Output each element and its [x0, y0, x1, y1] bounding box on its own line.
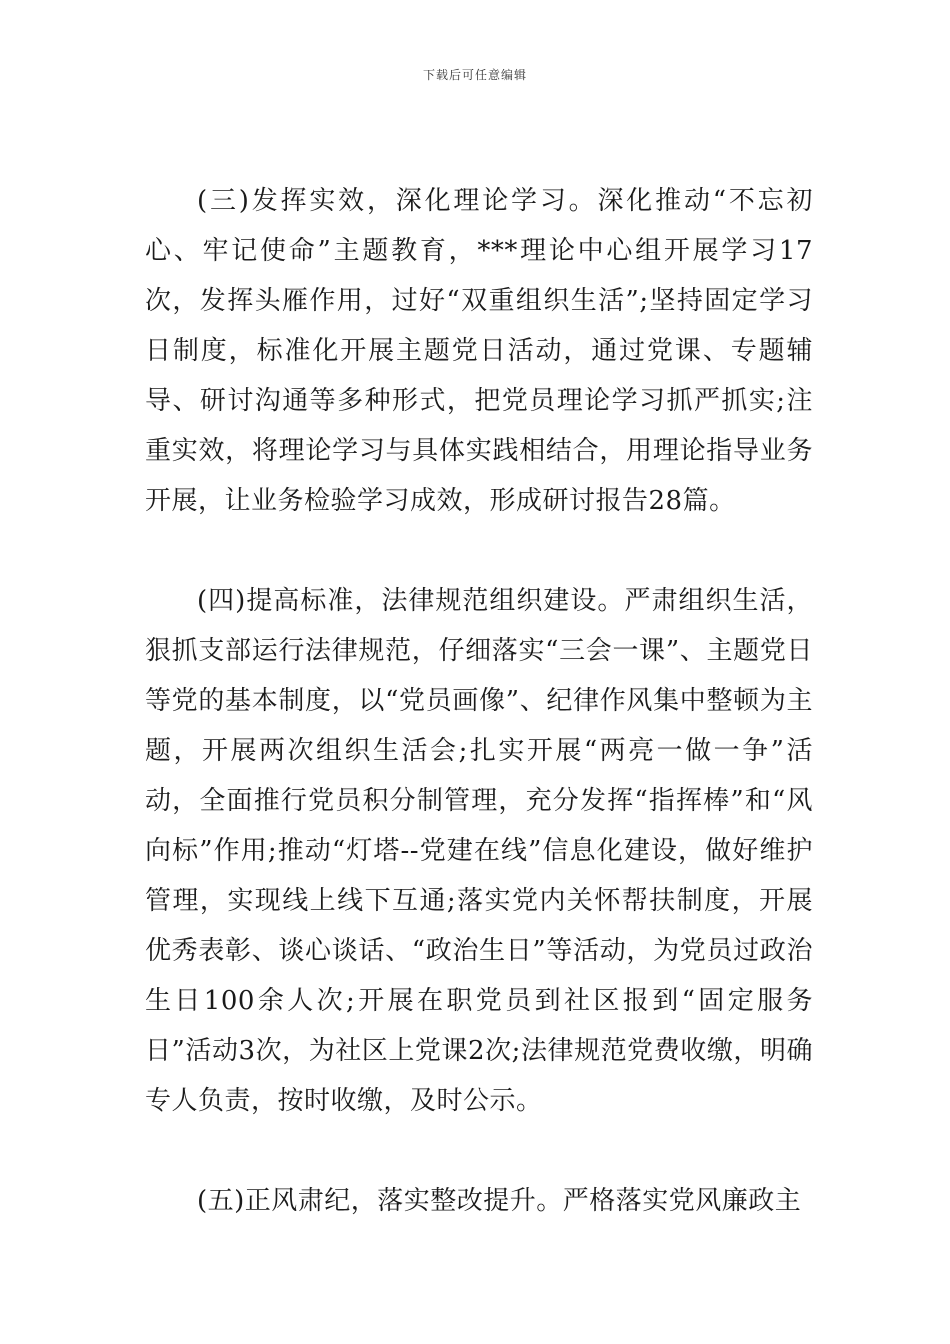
page-header-note: 下载后可任意编辑: [422, 68, 527, 82]
paragraph-four: (四)提高标准，法律规范组织建设。严肃组织生活，狠抓支部运行法律规范，仔细落实“三会一课”、主题党日等党的基本制度，以“党员画像”、纪律作风集中整顿为主题，开展两次组织生活会;扎实开展“两亮一做一争”活动，全面推行党员积分制管理，充分发挥“指挥棒”和“风向标”作用;推动“灯塔--党建在线”信息化建设，做好维护管理，实现线上线下互通;落实党内关怀帮扶制度，开展优秀表彰、谈心谈话、“政治生日”等活动，为党员过政治生日100余人次;开展在职党员到社区报到“固定服务日”活动3次，为社区上党课2次;法律规范党费收缴，明确专人负责，按时收缴，及时公示。: [145, 586, 813, 1116]
paragraph-five: (五)正风肃纪，落实整改提升。严格落实党风廉政主: [197, 1186, 802, 1216]
paragraph-three: (三)发挥实效，深化理论学习。深化推动“不忘初心、牢记使命”主题教育，***理论中心组开展学习17次，发挥头雁作用，过好“双重组织生活”;坚持固定学习日制度，标准化开展主题党日活动，通过党课、专题辅导、研讨沟通等多种形式，把党员理论学习抓严抓实;注重实效，将理论学习与具体实践相结合，用理论指导业务开展，让业务检验学习成效，形成研讨报告28篇。: [145, 186, 813, 516]
document-body: [145, 176, 813, 1226]
